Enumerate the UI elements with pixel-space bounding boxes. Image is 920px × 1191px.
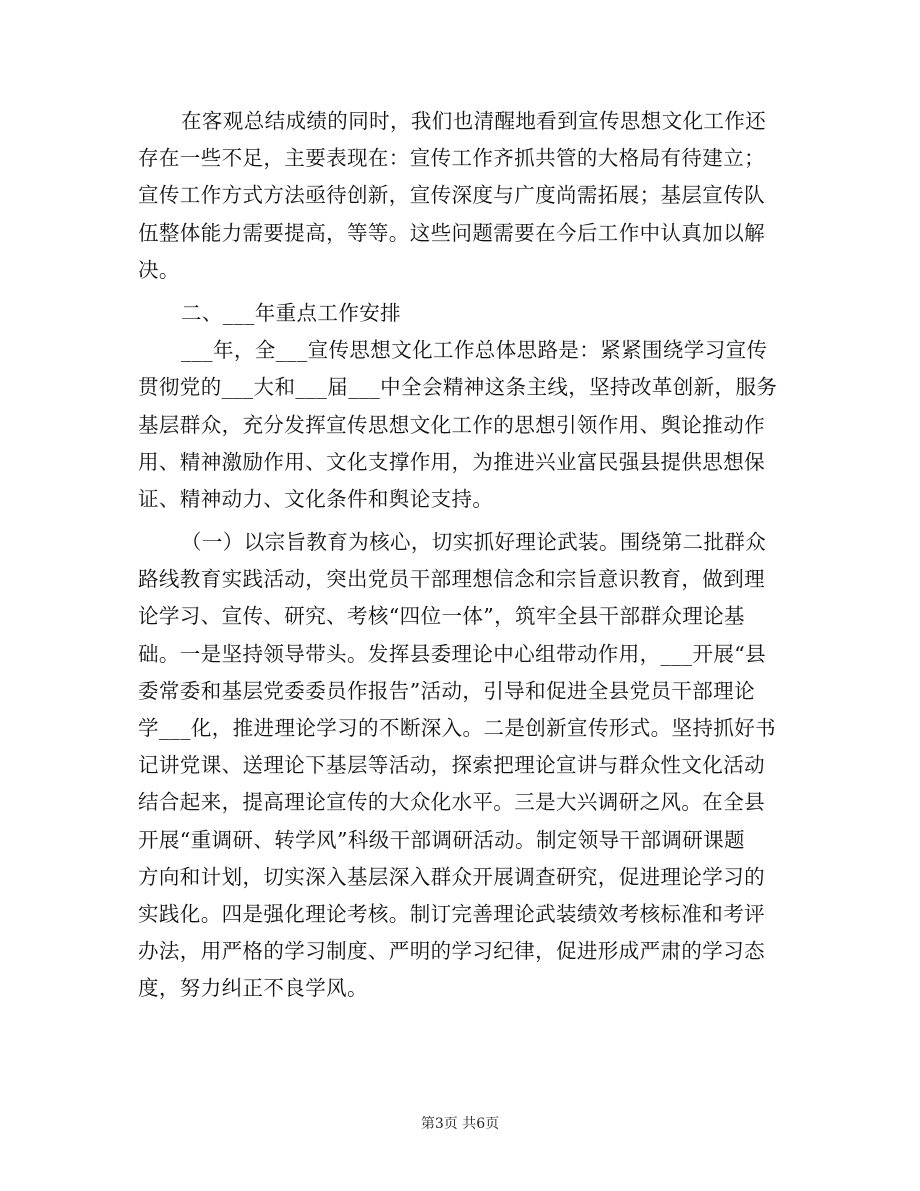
paragraph-shortcomings	[138, 103, 778, 289]
text-line: 决。	[138, 257, 180, 282]
text-line: 证、精神动力、文化条件和舆论支持。	[138, 486, 494, 511]
text-line: 贯彻党的___大和___届___中全会精神这条主线，坚持改革创新，服务	[138, 375, 778, 400]
text-line: 基层群众，充分发挥宣传思想文化工作的思想引领作用、舆论推动作	[138, 412, 765, 437]
text-line: 学___化，推进理论学习的不断深入。二是创新宣传形式。坚持抓好书	[138, 716, 777, 740]
text-line: 度，努力纠正不良学风。	[138, 976, 368, 1001]
text-line: 伍整体能力需要提高，等等。这些问题需要在今后工作中认真加以解	[138, 220, 765, 245]
text-line: 方向和计划，切实深入基层深入群众开展调查研究，促进理论学习的	[138, 864, 765, 889]
text-line: 础。一是坚持领导带头。发挥县委理论中心组带动作用，___开展“县	[138, 641, 767, 666]
text-line: 办法，用严格的学习制度、严明的学习纪律，促进形成严肃的学习态	[138, 939, 765, 964]
document-body	[138, 103, 778, 1008]
text-line: 路线教育实践活动，突出党员干部理想信念和宗旨意识教育，做到理	[138, 567, 765, 592]
text-line: 存在一些不足，主要表现在：宣传工作齐抓共管的大格局有待建立；	[138, 146, 765, 171]
section-title: 二、___年重点工作安排	[181, 300, 402, 325]
text-line: （一）以宗旨教育为核心，切实抓好理论武装。围绕第二批群众	[181, 530, 767, 555]
paragraph-overall-approach	[138, 332, 778, 518]
text-line: 开展“重调研、转学风”科级干部调研活动。制定领导干部调研课题	[138, 827, 745, 852]
text-line: 记讲党课、送理论下基层等活动，探索把理论宣讲与群众性文化活动	[138, 753, 765, 778]
text-line: 委常委和基层党委委员作报告”活动，引导和促进全县党员干部理论	[138, 678, 755, 703]
text-line: 在客观总结成绩的同时，我们也清醒地看到宣传思想文化工作还	[181, 109, 767, 133]
text-line: ___年，全___宣传思想文化工作总体思路是：紧紧围绕学习宣传	[181, 338, 768, 363]
paragraph-theory-education	[138, 524, 778, 1007]
text-line: 宣传工作方式方法亟待创新，宣传深度与广度尚需拓展；基层宣传队	[138, 183, 765, 208]
page-number-footer: 第3页 共6页	[420, 1116, 500, 1132]
section-heading	[138, 295, 778, 332]
text-line: 用、精神激励作用、文化支撑作用，为推进兴业富民强县提供思想保	[138, 449, 765, 474]
text-line: 论学习、宣传、研究、考核“四位一体”，筑牢全县干部群众理论基	[138, 604, 745, 629]
text-line: 实践化。四是强化理论考核。制订完善理论武装绩效考核标准和考评	[138, 901, 765, 926]
text-line: 结合起来，提高理论宣传的大众化水平。三是大兴调研之风。在全县	[138, 790, 765, 815]
